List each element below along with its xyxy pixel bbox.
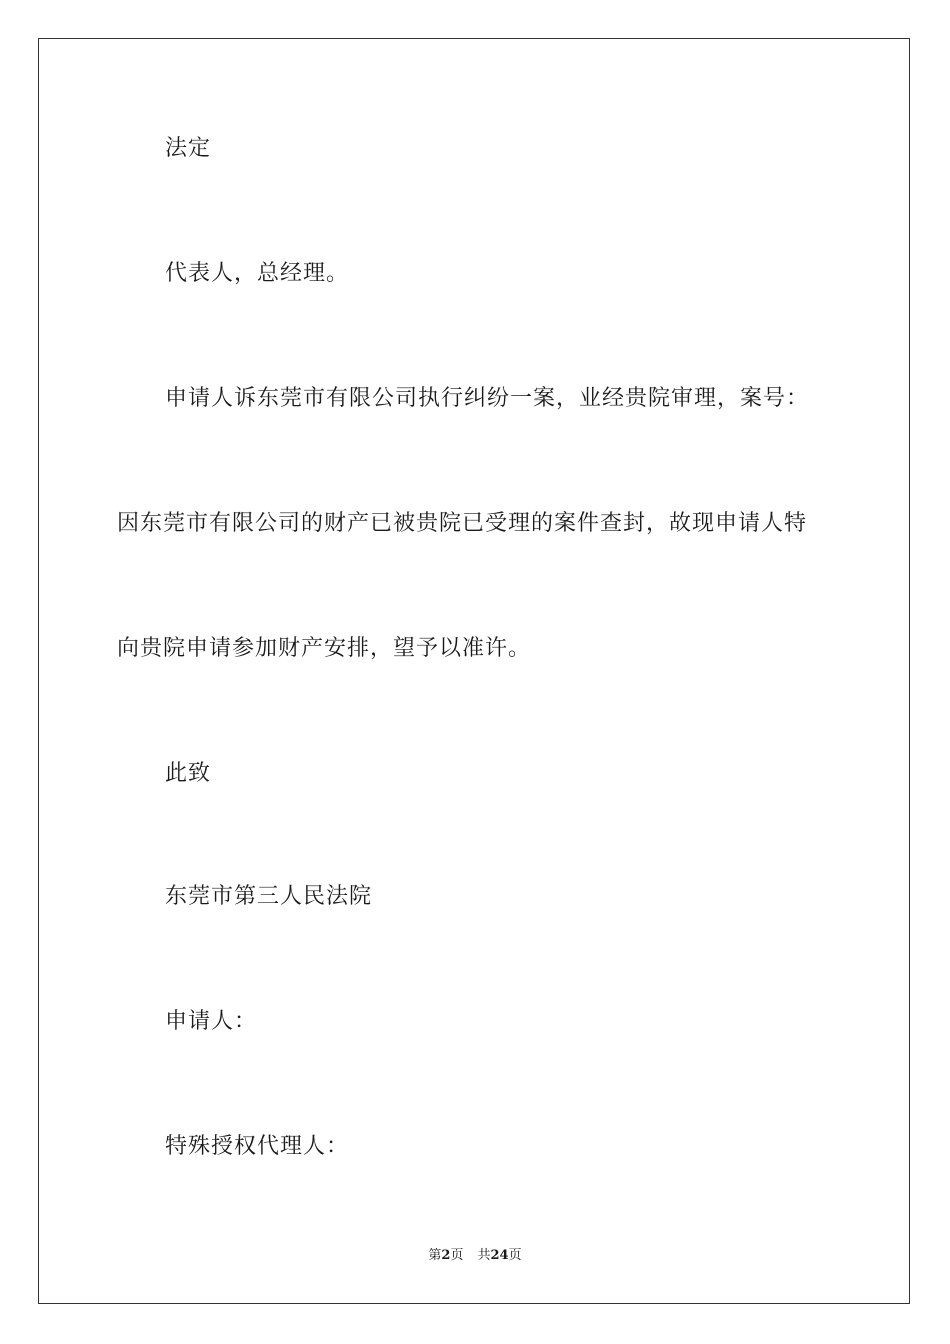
page-border bbox=[38, 38, 910, 1304]
total-suffix: 页 bbox=[508, 1248, 522, 1263]
total-prefix: 共 bbox=[477, 1248, 491, 1263]
paragraph-representative: 代表人，总经理。 bbox=[165, 261, 350, 286]
paragraph-case-intro: 申请人诉东莞市有限公司执行纠纷一案，业经贵院审理，案号： bbox=[165, 386, 810, 411]
page-suffix: 页 bbox=[450, 1248, 464, 1263]
applicant-label: 申请人： bbox=[165, 1009, 258, 1034]
special-agent-label: 特殊授权代理人： bbox=[165, 1134, 350, 1159]
paragraph-property-seized: 因东莞市有限公司的财产已被贵院已受理的案件查封，故现申请人特 bbox=[117, 511, 808, 536]
page-current: 2 bbox=[441, 1248, 451, 1263]
paragraph-request: 向贵院申请参加财产安排，望予以准许。 bbox=[117, 636, 532, 661]
page-total: 24 bbox=[490, 1248, 509, 1263]
court-name: 东莞市第三人民法院 bbox=[165, 884, 373, 909]
page-footer bbox=[0, 1247, 950, 1265]
salutation: 此致 bbox=[165, 761, 212, 786]
paragraph-legal: 法定 bbox=[165, 136, 212, 161]
page-prefix: 第 bbox=[428, 1248, 442, 1263]
